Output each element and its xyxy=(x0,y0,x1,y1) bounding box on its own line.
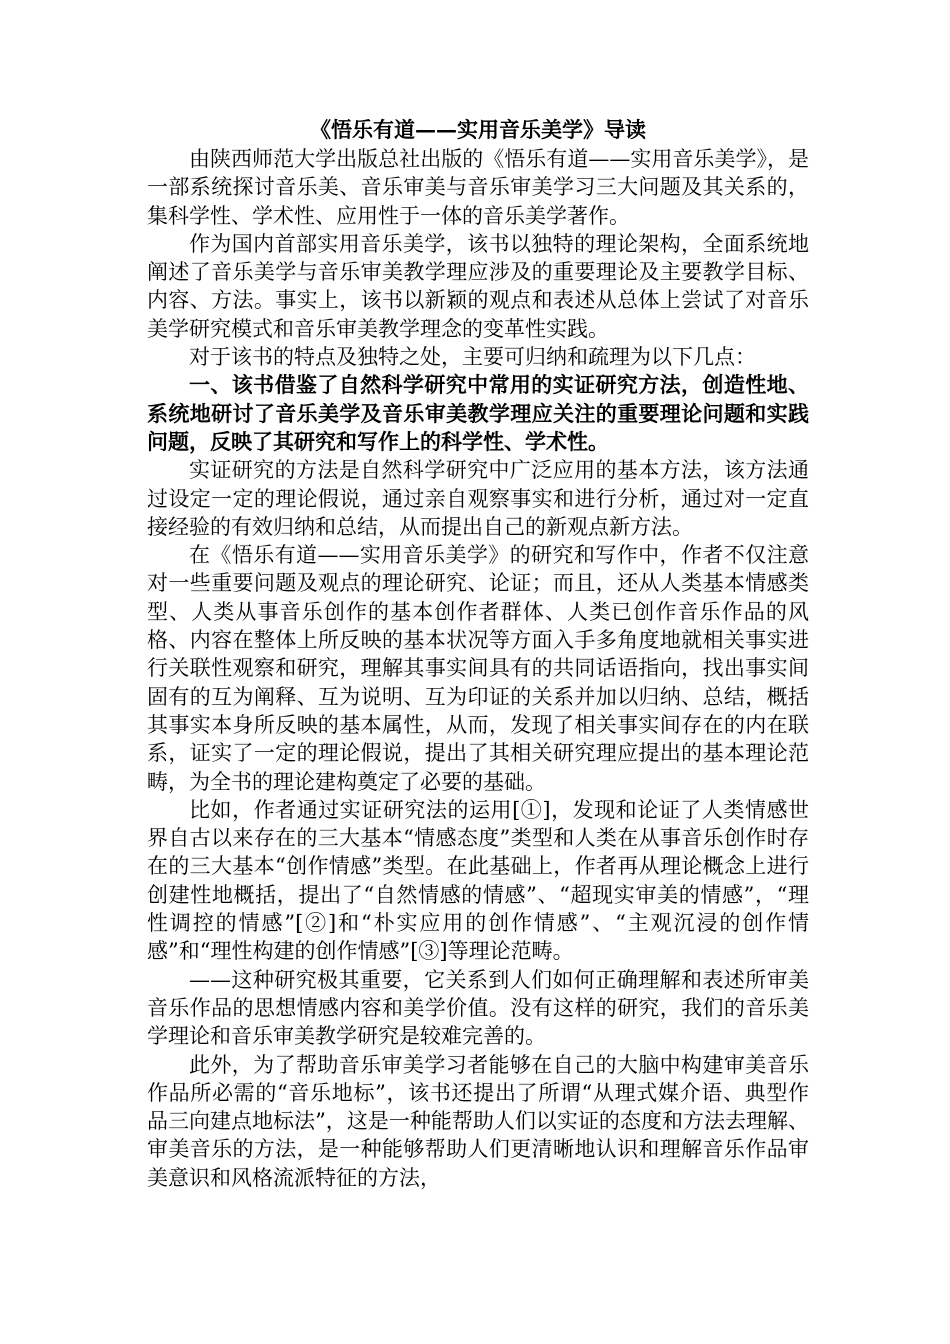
document-title: 《悟乐有道——实用音乐美学》导读 xyxy=(310,117,646,142)
paragraph-publisher-intro: 由陕西师范大学出版总社出版的《悟乐有道——实用音乐美学》，是一部系统探讨音乐美、音乐审美与音乐审美学习三大问题及其关系的，集科学性、学术性、应用性于一体的音乐美学著作。 xyxy=(147,147,809,228)
paragraph-empirical-method: 实证研究的方法是自然科学研究中广泛应用的基本方法，该方法通过设定一定的理论假说，通过亲自观察事实和进行分析，通过对一定直接经验的有效归纳和总结，从而提出自己的新观点新方法。 xyxy=(147,458,809,539)
paragraph-example: 比如，作者通过实证研究法的运用[①]，发现和论证了人类情感世界自古以来存在的三大基本“情感态度”类型和人类在从事音乐创作时存在的三大基本“创作情感”类型。在此基础上，作者再从理论概念上进行创建性地概括，提出了“自然情感的情感”、“超现实审美的情感”，“理性调控的情感”[②]和“朴实应用的创作情感”、“主观沉浸的创作情感”和“理性构建的创作情感”[③]等理论范畴。 xyxy=(147,797,809,964)
paragraph-importance: ——这种研究极其重要，它关系到人们如何正确理解和表述所审美音乐作品的思想情感内容和美学价值。没有这样的研究，我们的音乐美学理论和音乐审美教学研究是较难完善的。 xyxy=(147,967,809,1049)
paragraph-summary-lead: 对于该书的特点及独特之处，主要可归纳和疏理为以下几点： xyxy=(189,345,756,370)
section-heading-one: 一、该书借鉴了自然科学研究中常用的实证研究方法，创造性地、系统地研讨了音乐美学及音乐审美教学理应关注的重要理论问题和实践问题，反映了其研究和写作上的科学性、学术性。 xyxy=(147,372,809,454)
paragraph-music-landmark: 此外，为了帮助音乐审美学习者能够在自己的大脑中构建审美音乐作品所必需的“音乐地标”，该书还提出了所谓“从理式媒介语、典型作品三向建点地标法”，这是一种能帮助人们以实证的态度和方法去理解、审美音乐的方法，是一种能够帮助人们更清晰地认识和理解音乐作品审美意识和风格流派特征的方法， xyxy=(147,1052,809,1190)
paragraph-research-writing: 在《悟乐有道——实用音乐美学》的研究和写作中，作者不仅注意对一些重要问题及观点的理论研究、论证；而且，还从人类基本情感类型、人类从事音乐创作的基本创作者群体、人类已创作音乐作品的风格、内容在整体上所反映的基本状况等方面入手多角度地就相关事实进行关联性观察和研究，理解其事实间具有的共同话语指向，找出事实间固有的互为阐释、互为说明、互为印证的关系并加以归纳、总结，概括其事实本身所反映的基本属性，从而，发现了相关事实间存在的内在联系，证实了一定的理论假说，提出了其相关研究理应提出的基本理论范畴，为全书的理论建构奠定了必要的基础。 xyxy=(147,543,809,794)
paragraph-overview: 作为国内首部实用音乐美学，该书以独特的理论架构，全面系统地阐述了音乐美学与音乐审美教学理应涉及的重要理论及主要教学目标、内容、方法。事实上，该书以新颖的观点和表述从总体上尝试了对音乐美学研究模式和音乐审美教学理念的变革性实践。 xyxy=(147,231,809,341)
document-page xyxy=(147,116,809,1192)
